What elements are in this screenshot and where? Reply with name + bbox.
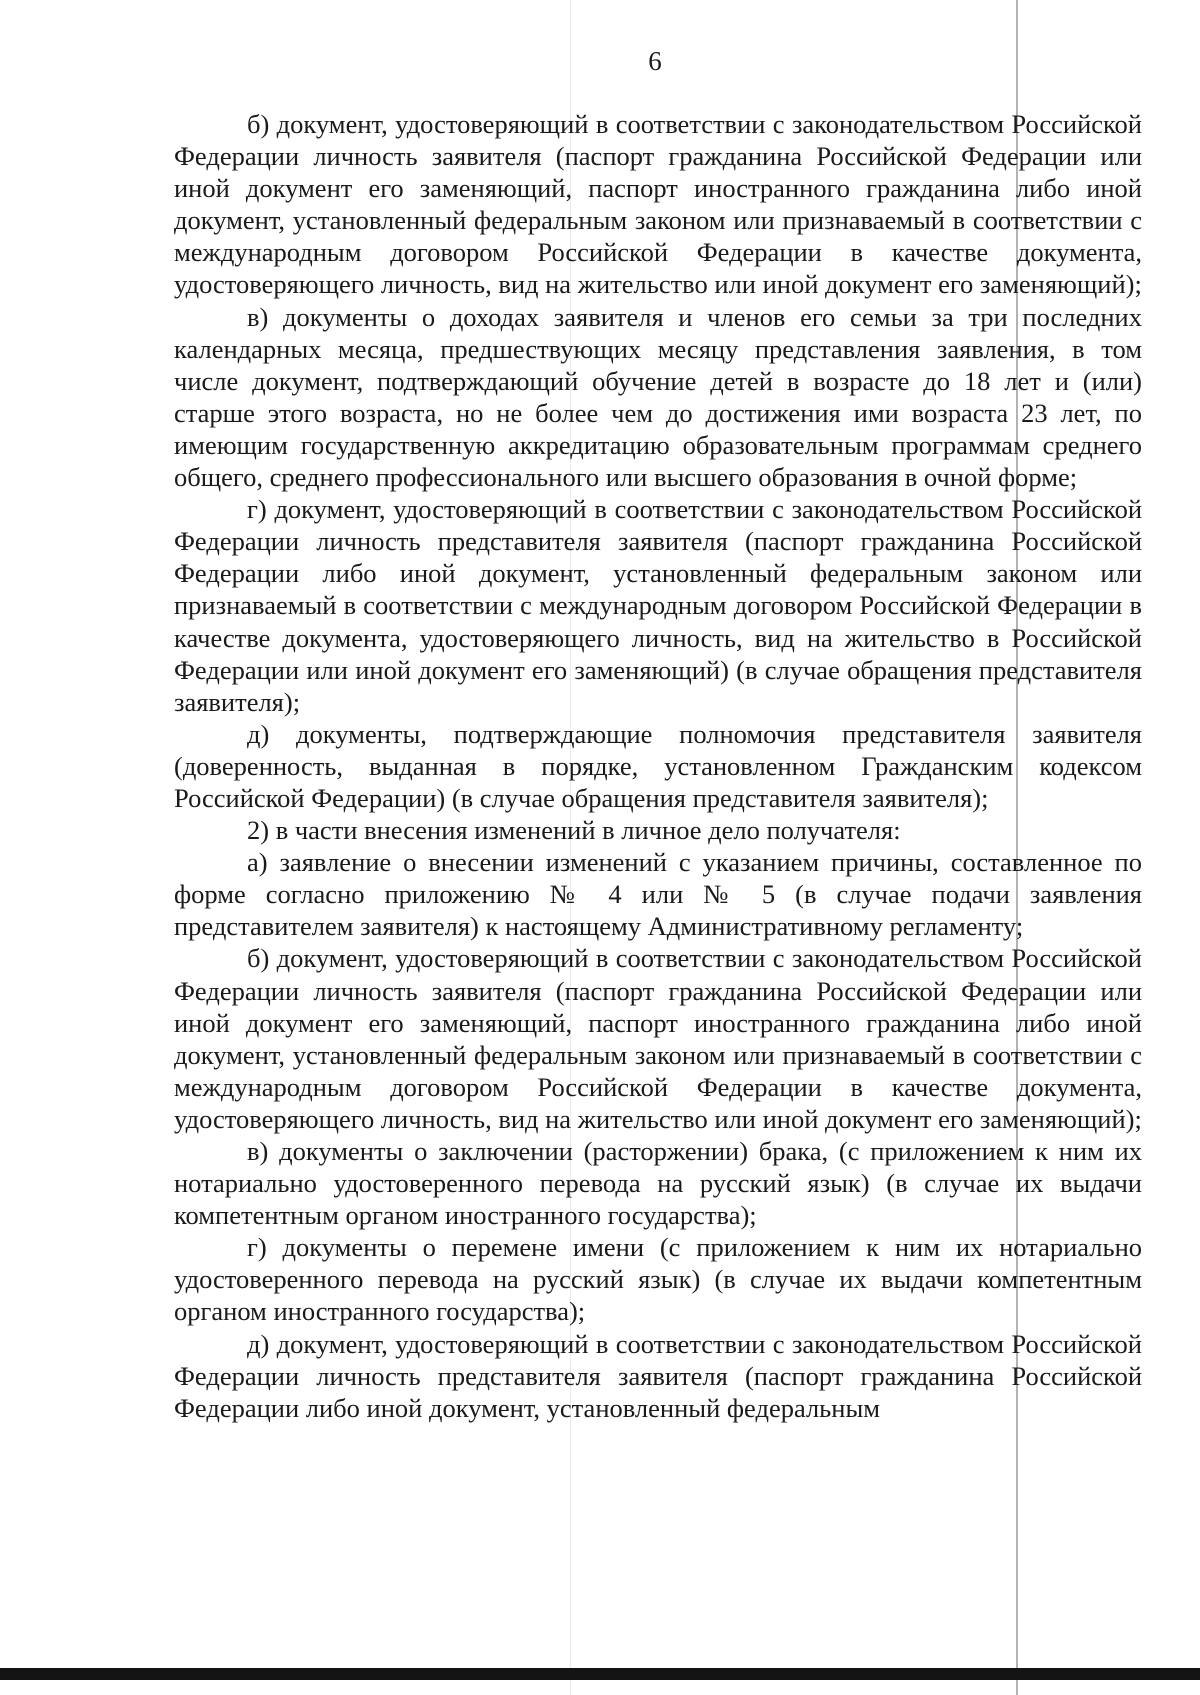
paragraph-d-representative-identity-2: д) документ, удостоверяющий в соответствии с законодательством Российской Федерации личность представителя заявителя (паспорт гражданина Российской Федерации либо иной документ, установленный федеральным	[174, 1328, 1142, 1423]
paragraph-a-change-application: а) заявление о внесении изменений с указанием причины, составленное по форме согласно приложению № 4 или № 5 (в случае подачи заявления представителем заявителя) к настоящему Административному регламенту;	[174, 847, 1142, 942]
paragraph-b-identity-document-2: б) документ, удостоверяющий в соответствии с законодательством Российской Федерации личность заявителя (паспорт гражданина Российской Федерации или иной документ его заменяющий, паспорт иностранного гражданина либо иной документ, установленный федеральным законом или признаваемый в соответствии с международным договором Российской Федерации в качестве документа, удостоверяющего личность, вид на жительство или иной документ его заменяющий);	[174, 943, 1142, 1134]
scan-bottom-edge	[0, 1668, 1200, 1680]
paragraph-v-income-documents: в) документы о доходах заявителя и членов его семьи за три последних календарных месяца, предшествующих месяцу представления заявления, в том числе документ, подтверждающий обучение детей в возрасте до 18 лет и (или) старше этого возраста, но не более чем до достижения ими возраста 23 лет, по имеющим государственную аккредитацию образовательным программам среднего общего, среднего профессионального или высшего образования в очной форме;	[174, 301, 1142, 493]
document-body	[174, 108, 1142, 1424]
paragraph-g-representative-identity: г) документ, удостоверяющий в соответствии с законодательством Российской Федерации личность представителя заявителя (паспорт гражданина Российской Федерации либо иной документ, установленный федеральным законом или признаваемый в соответствии с международным договором Российской Федерации в качестве документа, удостоверяющего личность, вид на жительство в Российской Федерации или иной документ его заменяющий) (в случае обращения представителя заявителя);	[174, 494, 1142, 717]
paragraph-2-changes-heading: 2) в части внесения изменений в личное дело получателя:	[247, 815, 901, 846]
paragraph-b-identity-document: б) документ, удостоверяющий в соответствии с законодательством Российской Федерации личность заявителя (паспорт гражданина Российской Федерации или иной документ его заменяющий, паспорт иностранного гражданина либо иной документ, установленный федеральным законом или признаваемый в соответствии с международным договором Российской Федерации в качестве документа, удостоверяющего личность, вид на жительство или иной документ его заменяющий);	[174, 109, 1142, 300]
paragraph-g-name-change-documents: г) документы о перемене имени (с приложением к ним их нотариально удостоверенного перевода на русский язык) (в случае их выдачи компетентным органом иностранного государства);	[174, 1232, 1142, 1327]
paragraph-v-marriage-documents: в) документы о заключении (расторжении) брака, (с приложением к ним их нотариально удостоверенного перевода на русский язык) (в случае их выдачи компетентным органом иностранного государства);	[174, 1136, 1142, 1231]
page-number: 6	[648, 46, 662, 76]
paragraph-d-representative-authority: д) документы, подтверждающие полномочия представителя заявителя (доверенность, выданная в порядке, установленном Гражданским кодексом Российской Федерации) (в случае обращения представителя заявителя);	[174, 718, 1142, 813]
